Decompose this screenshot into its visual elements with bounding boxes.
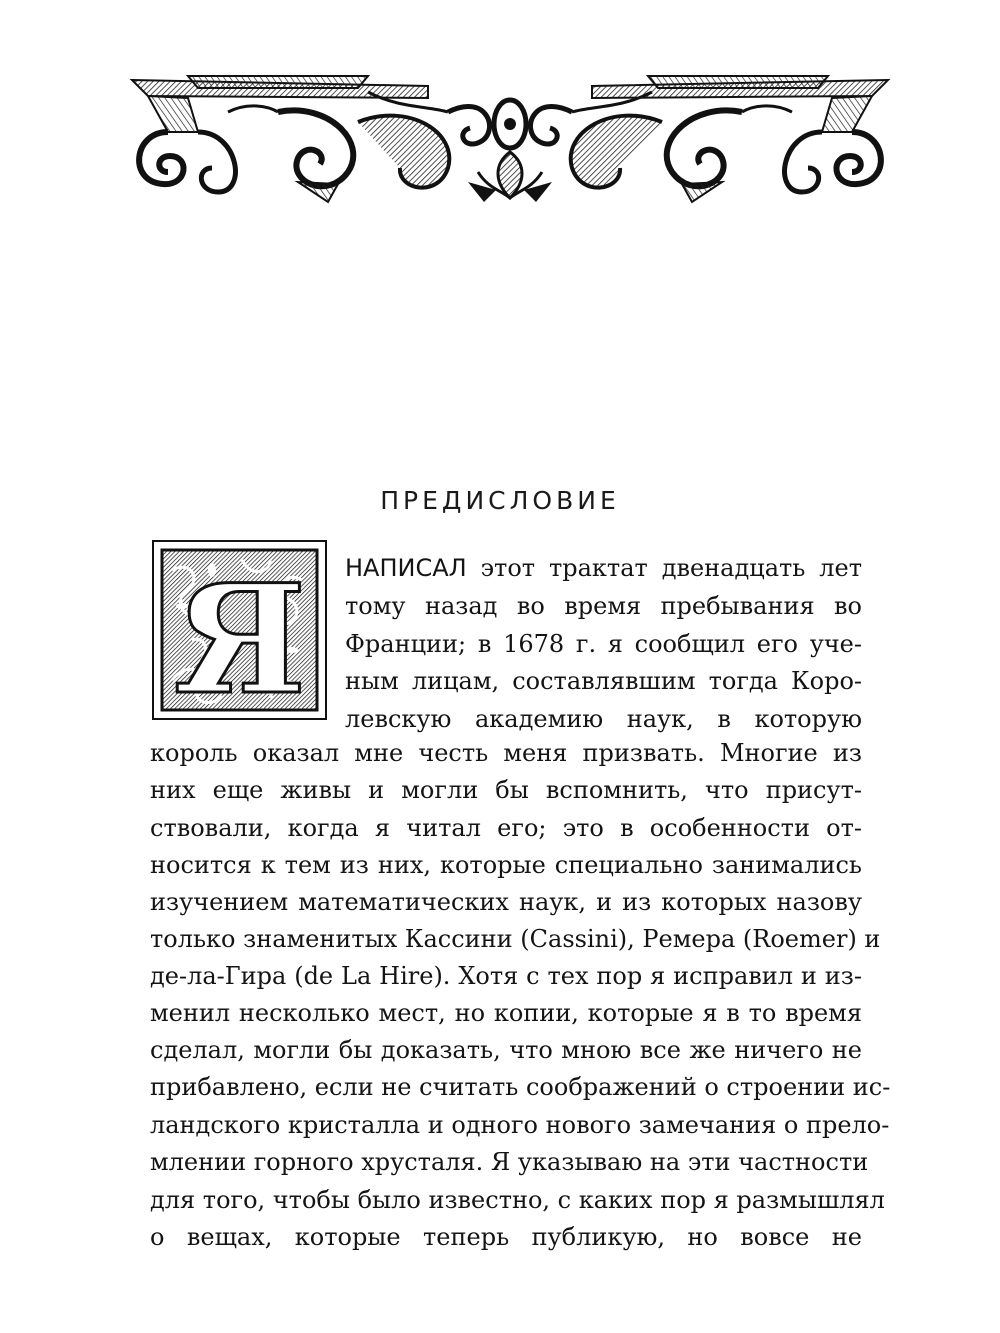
text-line: король оказал мне честь меня призвать. Многие из — [150, 739, 862, 767]
text-line: тому назад во время пребывания во — [345, 592, 862, 620]
text-line: о вещах, которые теперь публикую, но вовсе не — [150, 1223, 862, 1251]
text-line: млении горного хрусталя. Я указываю на эти частности — [150, 1148, 869, 1176]
first-word: НАПИСАЛ — [345, 554, 467, 582]
text-line: ствовали, когда я читал его; это в особенности от- — [150, 814, 862, 842]
text-line: Франции; в 1678 г. я сообщил его уче- — [345, 630, 862, 658]
text-line: для того, чтобы было известно, с каких пор я размышлял — [150, 1186, 885, 1214]
text-line: НАПИСАЛ этот трактат двенадцать лет — [345, 554, 862, 582]
drop-cap-letter: Я — [173, 552, 307, 720]
text-line: носится к тем из них, которые специально занимались — [150, 851, 862, 879]
text-line: только знаменитых Кассини (Cassini), Ремера (Roemer) и — [150, 925, 881, 953]
text-line: сделал, могли бы доказать, что мною все же ничего не — [150, 1036, 862, 1064]
chapter-title: ПРЕДИСЛОВИЕ — [380, 486, 620, 515]
drop-cap-initial — [152, 540, 327, 720]
text-line: прибавлено, если не считать соображений о строении ис- — [150, 1073, 891, 1101]
text-line: левскую академию наук, в которую — [345, 705, 862, 733]
ornamental-headpiece — [128, 72, 892, 212]
text-line: де-ла-Гира (de La Hire). Хотя с тех пор я исправил и из- — [150, 962, 862, 990]
text-line: менил несколько мест, но копии, которые я в то время — [150, 999, 862, 1027]
text-line: изучением математических наук, и из которых назову — [150, 888, 862, 916]
text-line: ландского кристалла и одного нового замечания о прело- — [150, 1111, 890, 1139]
text-line: них еще живы и могли бы вспомнить, что присут- — [150, 776, 862, 804]
text-line: ным лицам, составлявшим тогда Коро- — [345, 667, 862, 695]
